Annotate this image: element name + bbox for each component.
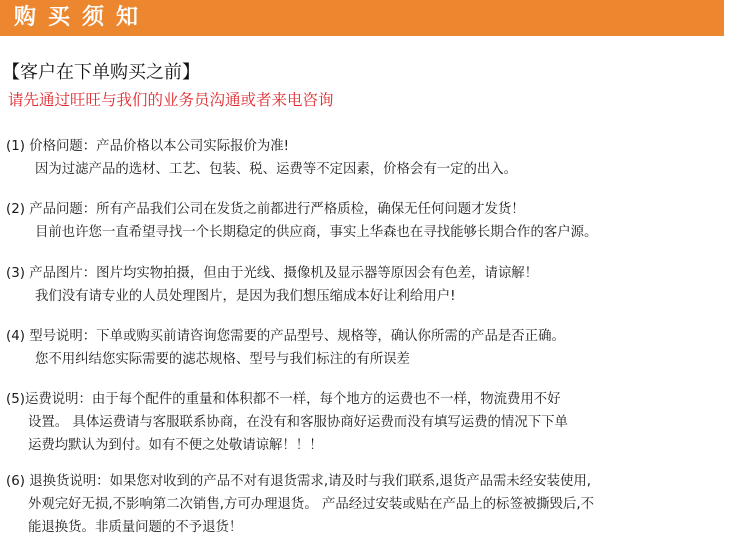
notice-item-images [6,262,538,308]
notice-line: (2) 产品问题：所有产品我们公司在发货之前都进行严格质检，确保无任何问题才发货！ [6,202,525,217]
notice-line: (1) 价格问题：产品价格以本公司实际报价为准! [6,139,290,154]
notice-line: 您不用纠结您实际需要的滤芯规格、型号与我们标注的有所误差 [35,352,410,367]
notice-item-shipping [6,388,568,457]
notice-line: 目前也许您一直希望寻找一个长期稳定的供应商，事实上华森也在寻找能够长期合作的客户源。 [35,225,598,240]
notice-line: (4) 型号说明：下单或购买前请咨询您需要的产品型号、规格等，确认你所需的产品是否正确。 [6,329,565,344]
page-title: 购买须知 [14,5,151,30]
notice-line: (5)运费说明：由于每个配件的重量和体积都不一样，每个地方的运费也不一样，物流费用不好 [6,392,561,407]
notice-item-model [6,325,565,371]
notice-line: 我们没有请专业的人员处理图片，是因为我们想压缩成本好让利给用户! [35,289,456,304]
notice-line: 外观完好无损,不影响第二次销售,方可办理退货。 产品经过安装或贴在产品上的标签被撕毁后,不 [28,497,595,512]
notice-item-price [6,135,517,181]
contact-notice: 请先通过旺旺与我们的业务员沟通或者来电咨询 [8,91,334,109]
header-bar [0,0,724,36]
section-heading: 【客户在下单购买之前】 [2,62,200,83]
notice-line: (3) 产品图片：图片均实物拍摄，但由于光线、摄像机及显示器等原因会有色差，请谅解！ [6,266,539,281]
notice-item-quality [6,198,597,244]
notice-line: 能退换货。非质量问题的不予退货！ [28,520,243,535]
notice-line: (6) 退换货说明：如果您对收到的产品不对有退货需求,请及时与我们联系,退货产品需未经安装使用, [6,474,592,489]
notice-line: 设置。 具体运费请与客服联系协商，在没有和客服协商好运费而没有填写运费的情况下下单 [28,415,568,430]
notice-line: 运费均默认为到付。如有不便之处敬请谅解！！！ [28,438,323,453]
notice-line: 因为过滤产品的选材、工艺、包装、税、运费等不定因素，价格会有一定的出入。 [35,162,518,177]
notice-item-returns [6,470,594,539]
